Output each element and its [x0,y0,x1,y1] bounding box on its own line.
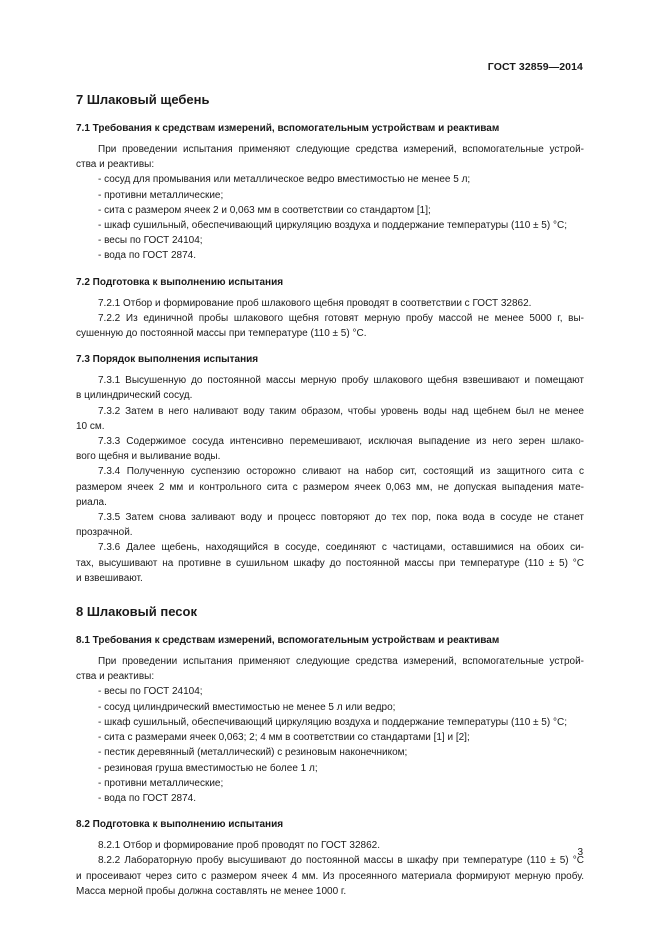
document-code-header: ГОСТ 32859—2014 [487,61,583,73]
text-line: 7.3.3 Содержимое сосуда интенсивно перемешивают, исключая выпадение из него зерен шлако- [98,436,584,448]
paragraph-7-2-1: 7.2.1 Отбор и формирование проб шлакового щебня проводят в соответствии с ГОСТ 32862. [98,297,532,309]
subsection-8-2-heading: 8.2 Подготовка к выполнению испытания [76,819,284,831]
text-line: 7.3.1 Высушенную до постоянной массы мерную пробу шлакового щебня взвешивают и помещают [98,375,584,387]
text-line: размером ячеек 2 мм и контрольного сита с размером ячеек 0,063 мм, не допуская выпадения мате- [76,481,584,493]
list-item: - шкаф сушильный, обеспечивающий циркуляцию воздуха и поддержание температуры (110 ± 5) °С; [98,716,567,728]
page-number: 3 [577,847,583,858]
section-7-heading: 7 Шлаковый щебень [76,92,210,107]
text-line: 7.3.5 Затем снова заливают воду и процесс повторяют до тех пор, пока вода в сосуде не станет [98,512,584,524]
text-line: 7.3.6 Далее щебень, находящийся в сосуде, соединяют с частицами, оставшимися на обоих си- [98,542,584,554]
text-line: вого щебня и выливание воды. [76,451,221,463]
paragraph-7-3-4 [76,464,584,510]
text-line: 7.3.4 Полученную суспензию осторожно сливают на набор сит, состоящий из защитного сита с [98,466,584,478]
paragraph-8-1-intro [76,654,584,684]
paragraph-7-3-6 [76,540,584,586]
paragraph-8-2-2 [76,853,584,899]
text-line: При проведении испытания применяют следующие средства измерений, вспомогательные устрой- [98,144,584,155]
list-item: - шкаф сушильный, обеспечивающий циркуляцию воздуха и поддержание температуры (110 ± 5) °С; [98,220,567,232]
text-line: При проведении испытания применяют следующие средства измерений, вспомогательные устрой- [98,656,584,668]
list-item: - весы по ГОСТ 24104; [98,686,203,698]
text-line: 7.3.2 Затем в него наливают воду таким образом, чтобы уровень воды над щебнем был не менее [98,405,584,417]
paragraph-7-1-intro [76,142,584,172]
text-line: 7.2.2 Из единичной пробы шлакового щебня готовят мерную пробу массой не менее 5000 г, вы- [98,312,584,324]
list-item: - резиновая груша вместимостью не более 1 л; [98,762,318,774]
subsection-7-2-heading: 7.2 Подготовка к выполнению испытания [76,276,284,288]
list-item: - вода по ГОСТ 2874. [98,792,197,804]
text-line: ства и реактивы: [76,159,155,171]
document-body [76,90,584,899]
subsection-8-1-heading: 8.1 Требования к средствам измерений, вспомогательным устройствам и реактивам [76,635,500,647]
paragraph-8-2-1: 8.2.1 Отбор и формирование проб проводят по ГОСТ 32862. [98,840,380,852]
list-8-1 [76,684,584,806]
paragraph-7-3-1 [76,373,584,403]
text-line: и просеивают через сито с размером ячеек 4 мм. Из просеянного материала формируют мерную пробу. [76,870,584,882]
subsection-7-1-heading: 7.1 Требования к средствам измерений, вспомогательным устройствам и реактивам [76,123,500,134]
subsection-7-3-heading: 7.3 Порядок выполнения испытания [76,354,259,366]
text-line: прозрачной. [76,527,133,539]
section-8-heading: 8 Шлаковый песок [76,604,197,620]
list-7-1 [76,172,584,263]
list-item: - сита с размерами ячеек 0,063; 2; 4 мм в соответствии со стандартами [1] и [2]; [98,732,470,744]
list-item: - весы по ГОСТ 24104; [98,235,203,247]
text-line: 8.2.2 Лабораторную пробу высушивают до постоянной массы в шкафу при температуре (110 ± 5) °С [98,855,584,867]
paragraph-7-2-2 [76,311,584,341]
list-item: - сита с размером ячеек 2 и 0,063 мм в соответствии со стандартом [1]; [98,204,431,216]
list-item: - сосуд цилиндрический вместимостью не менее 5 л или ведро; [98,701,396,713]
text-line: риала. [76,496,107,508]
paragraph-7-3-3 [76,434,584,464]
list-item: - пестик деревянный (металлический) с резиновым наконечником; [98,747,408,759]
text-line: в цилиндрический сосуд. [76,390,193,402]
list-item: - противни металлические; [98,189,224,201]
text-line: сушенную до постоянной массы при температуре (110 ± 5) °С. [76,328,367,340]
list-item: - противни металлические; [98,777,224,789]
text-line: и взвешивают. [76,572,143,584]
paragraph-7-3-2 [76,404,584,434]
list-item: - сосуд для промывания или металлическое ведро вместимостью не менее 5 л; [98,174,471,186]
list-item: - вода по ГОСТ 2874. [98,250,197,262]
text-line: 10 см. [76,420,105,432]
paragraph-7-3-5 [76,510,584,540]
text-line: ства и реактивы: [76,671,155,683]
text-line: тах, высушивают на противне в сушильном шкафу до постоянной массы при температуре (110 ± 5) °С [76,557,584,569]
text-line: Масса мерной пробы должна составлять не менее 1000 г. [76,885,347,897]
